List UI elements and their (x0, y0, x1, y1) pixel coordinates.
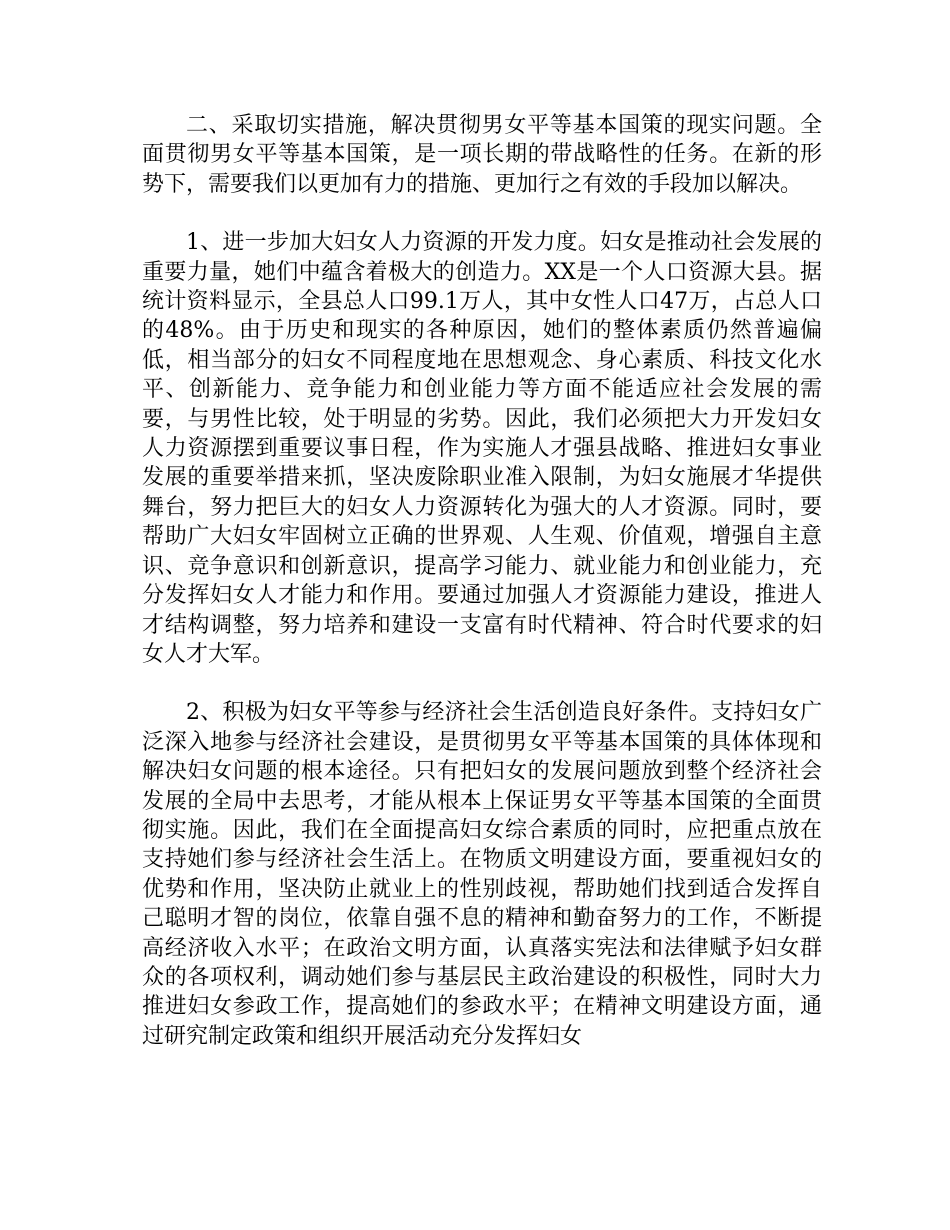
paragraph-economic-participation: 2、积极为妇女平等参与经济社会生活创造良好条件。支持妇女广泛深入地参与经济社会建设，是贯彻男女平等基本国策的具体体现和解决妇女问题的根本途径。只有把妇女的发展问题放到整个经济社会发展的全局中去思考，才能从根本上保证男女平等基本国策的全面贯彻实施。因此，我们在全面提高妇女综合素质的同时，应把重点放在支持她们参与经济社会生活上。在物质文明建设方面，要重视妇女的优势和作用，坚决防止就业上的性别歧视，帮助她们找到适合发挥自己聪明才智的岗位，依靠自强不息的精神和勤奋努力的工作，不断提高经济收入水平；在政治文明方面，认真落实宪法和法律赋予妇女群众的各项权利，调动她们参与基层民主政治建设的积极性，同时大力推进妇女参政工作，提高她们的参政水平；在精神文明建设方面，通过研究制定政策和组织开展活动充分发挥妇女 (142, 700, 822, 1049)
paragraph-measures-intro: 二、采取切实措施，解决贯彻男女平等基本国策的现实问题。全面贯彻男女平等基本国策，是一项长期的带战略性的任务。在新的形势下，需要我们以更加有力的措施、更加行之有效的手段加以解决。 (142, 113, 822, 197)
paragraph-human-resources: 1、进一步加大妇女人力资源的开发力度。妇女是推动社会发展的重要力量，她们中蕴含着极大的创造力。XX是一个人口资源大县。据统计资料显示，全县总人口99.1万人，其中女性人口47万，占总人口的48%。由于历史和现实的各种原因，她们的整体素质仍然普遍偏低，相当部分的妇女不同程度地在思想观念、身心素质、科技文化水平、创新能力、竞争能力和创业能力等方面不能适应社会发展的需要，与男性比较，处于明显的劣势。因此，我们必须把大力开发妇女人力资源摆到重要议事日程，作为实施人才强县战略、推进妇女事业发展的重要举措来抓，坚决废除职业准入限制，为妇女施展才华提供舞台，努力把巨大的妇女人力资源转化为强大的人才资源。同时，要帮助广大妇女牢固树立正确的世界观、人生观、价值观，增强自主意识、竞争意识和创新意识，提高学习能力、就业能力和创业能力，充分发挥妇女人才能力和作用。要通过加强人才资源能力建设，推进人才结构调整，努力培养和建设一支富有时代精神、符合时代要求的妇女人才大军。 (142, 230, 822, 667)
document-body (142, 111, 822, 1051)
